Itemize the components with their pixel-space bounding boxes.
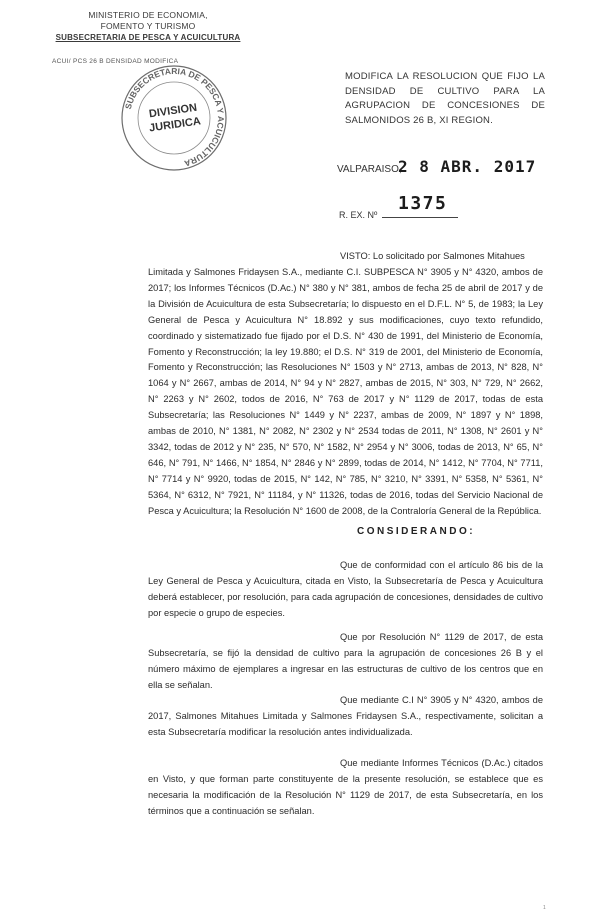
resolution-number: 1375 xyxy=(398,193,448,214)
visto-first-line: VISTO: Lo solicitado por Salmones Mitahues xyxy=(340,251,525,261)
ministry-line-2: FOMENTO Y TURISMO xyxy=(100,21,196,31)
ministry-line-1: MINISTERIO DE ECONOMIA, xyxy=(88,10,208,20)
stamp-ring-text: SUBSECRETARIA DE PESCA Y ACUICULTURA xyxy=(122,65,227,169)
visto-paragraph: Limitada y Salmones Fridaysen S.A., mediante C.I. SUBPESCA N° 3905 y N° 4320, ambos de 2017; los Informes Técnicos (D.Ac.) N° 380 y N° 381, ambos de fecha 25 de abril de 2017 y de la División de Acuicultura de esta Subsecretaría; lo dispuesto en el D.F.L. N° 5, de 1983; la Ley General de Pesca y Acuicultura N° 18.892 y sus modificaciones, cuyo texto refundido, coordinado y sistematizado fue fijado por el D.S. N° 430 de 1991, del Ministerio de Economía, Fomento y Reconstrucción; la ley 19.880; el D.S. N° 319 de 2001, del Ministerio de Economía, Fomento y Reconstrucción; las Resoluciones N° 1503 y N° 2713, ambas de 2013, N° 828, N° 1064 y N° 2667, ambas de 2014, N° 94 y N° 2827, ambas de 2015, N° 303, N° 729, N° 2662, N° 2263 y N° 2602, todos de 2016, N° 763 de 2017 y N° 1129 de 2017, todas de esta Subsecretaría; las Resoluciones N° 1449 y N° 2237, ambas de 2009, N° 1897 y N° 1898, ambas de 2010, N° 1381, N° 2082, N° 2302 y N° 2534 todas de 2011, N° 1308, N° 2601 y N° 3342, todas de 2012 y N° 235, N° 570, N° 1582, N° 2954 y N° 3006, todas de 2013, N° 65, N° 646, N° 791, N° 1466, N° 1854, N° 2846 y N° 2899, todas de 2014, N° 1412, N° 7704, N° 7711, N° 7714 y N° 9920, todas de 2015, N° 142, N° 785, N° 3210, N° 3391, N° 5358, N° 5361, N° 5364, N° 6312, N° 7921, N° 11184, y N° 11326, todas de 2016, todas del Servicio Nacional de Pesca y Acuicultura; la Resolución N° 1600 de 2008, de la Contraloría General de la República. xyxy=(148,267,543,516)
subsecretaria-line: SUBSECRETARIA DE PESCA Y ACUICULTURA xyxy=(55,33,241,42)
place-label: VALPARAISO, xyxy=(337,164,402,175)
considerando-item-3: Que mediante C.I N° 3905 y N° 4320, ambos de 2017, Salmones Mitahues Limitada y Salmones Fridaysen S.A., respectivamente, solicitan a esta Subsecretaría modificar la resolución antes individualizada. xyxy=(148,695,543,737)
ministry-header xyxy=(48,10,248,43)
resolution-summary: MODIFICA LA RESOLUCION QUE FIJO LA DENSIDAD DE CULTIVO PARA LA AGRUPACION DE CONCESIONES DE SALMONIDOS 26 B, XI REGION. xyxy=(345,71,545,126)
considerando-item-2: Que por Resolución N° 1129 de 2017, de esta Subsecretaría, se fijó la densidad de cultivo para la agrupación de concesiones 26 B y el número máximo de ejemplares a ingresar en las estructuras de cultivo de los centros que en ella se señalan. xyxy=(148,632,543,690)
date-stamp: 2 8 ABR. 2017 xyxy=(398,157,537,176)
stamp-line-2: JURIDICA xyxy=(148,115,202,135)
page-number: 1 xyxy=(543,905,546,911)
division-juridica-stamp xyxy=(118,62,230,174)
resolution-number-underline xyxy=(382,217,458,218)
considerando-title: CONSIDERANDO: xyxy=(357,526,476,537)
reference-code: ACUI/ PCS 26 B DENSIDAD MODIFICA xyxy=(52,58,179,65)
stamp-line-1: DIVISION xyxy=(148,101,198,121)
resolution-number-label: R. EX. Nº xyxy=(339,210,378,220)
considerando-item-4: Que mediante Informes Técnicos (D.Ac.) citados en Visto, y que forman parte constituyente de la presente resolución, se establece que es necesaria la modificación de la Resolución N° 1129 de 2017, de esta Subsecretaría, en los términos que a continuación se señalan. xyxy=(148,758,543,816)
considerando-item-1: Que de conformidad con el artículo 86 bis de la Ley General de Pesca y Acuicultura, citada en Visto, la Subsecretaría de Pesca y Acuicultura deberá establecer, por resolución, para cada agrupación de concesiones, densidades de cultivo por especie o grupo de especies. xyxy=(148,560,543,618)
